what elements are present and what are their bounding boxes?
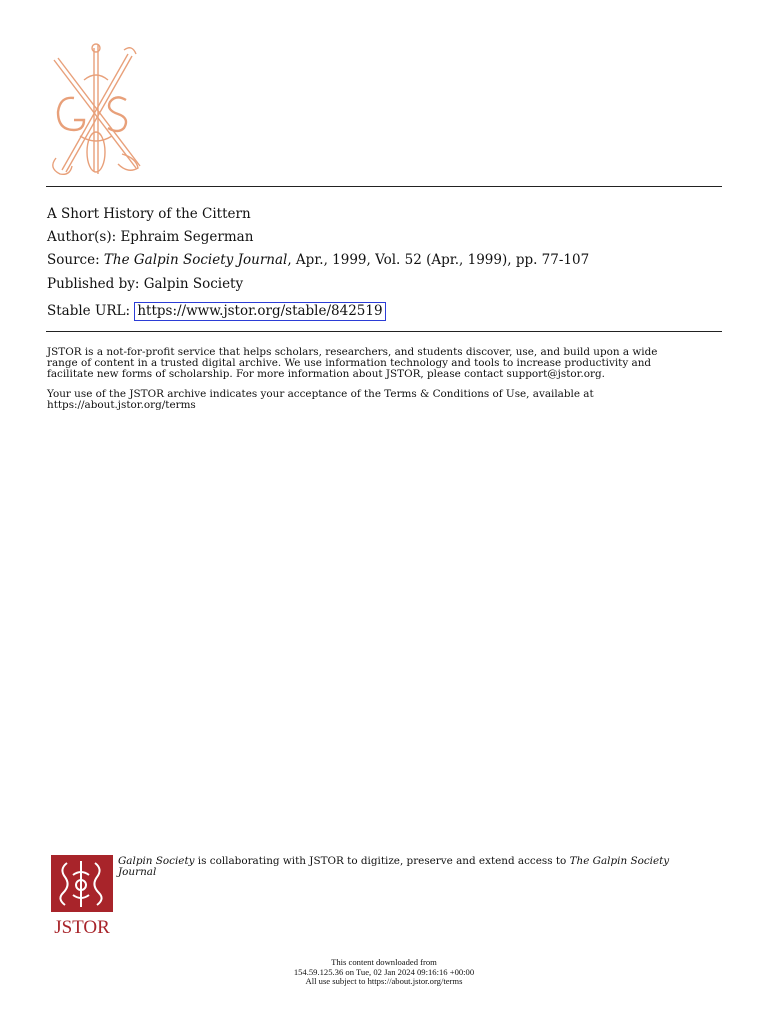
source-journal: The Galpin Society Journal [103,252,288,268]
collab-org: Galpin Society [118,855,195,867]
bottom-divider [46,331,722,332]
jstor-logo-icon [49,855,115,937]
stable-url-link[interactable]: https://www.jstor.org/stable/842519 [134,302,385,321]
article-author: Author(s): Ephraim Segerman [47,229,254,245]
article-title: A Short History of the Cittern [47,206,251,222]
terms-link[interactable]: https://about.jstor.org/terms [47,398,196,411]
terms-notice: Your use of the JSTOR archive indicates your acceptance of the Terms & Conditions of Use, available at https://about.jstor.org/terms [47,389,727,411]
article-source: Source: The Galpin Society Journal, Apr., 1999, Vol. 52 (Apr., 1999), pp. 77-107 [47,252,590,268]
article-publisher: Published by: Galpin Society [47,276,244,292]
download-info: This content downloaded from 154.59.125.36 on Tue, 02 Jan 2024 09:16:16 +00:00 All use subject to https://about.jstor.org/terms [293,957,475,986]
top-divider [46,186,722,187]
galpin-society-monogram-logo-icon [44,40,148,178]
collab-journal: The Galpin Society Journal [118,855,670,878]
jstor-notice: JSTOR is a not-for-profit service that helps scholars, researchers, and students discover, use, and build upon a wide range of content in a trusted digital archive. We use information technology and tools to increase productivity and facilitate new forms of scholarship. For more information about JSTOR, please contact support@jstor.org. [47,346,658,380]
article-stable-url: Stable URL: https://www.jstor.org/stable/842519 [47,302,386,320]
collaboration-statement: Galpin Society is collaborating with JSTOR to digitize, preserve and extend access to The Galpin Society Journal [118,855,670,878]
jstor-logo-text: JSTOR [54,917,110,937]
